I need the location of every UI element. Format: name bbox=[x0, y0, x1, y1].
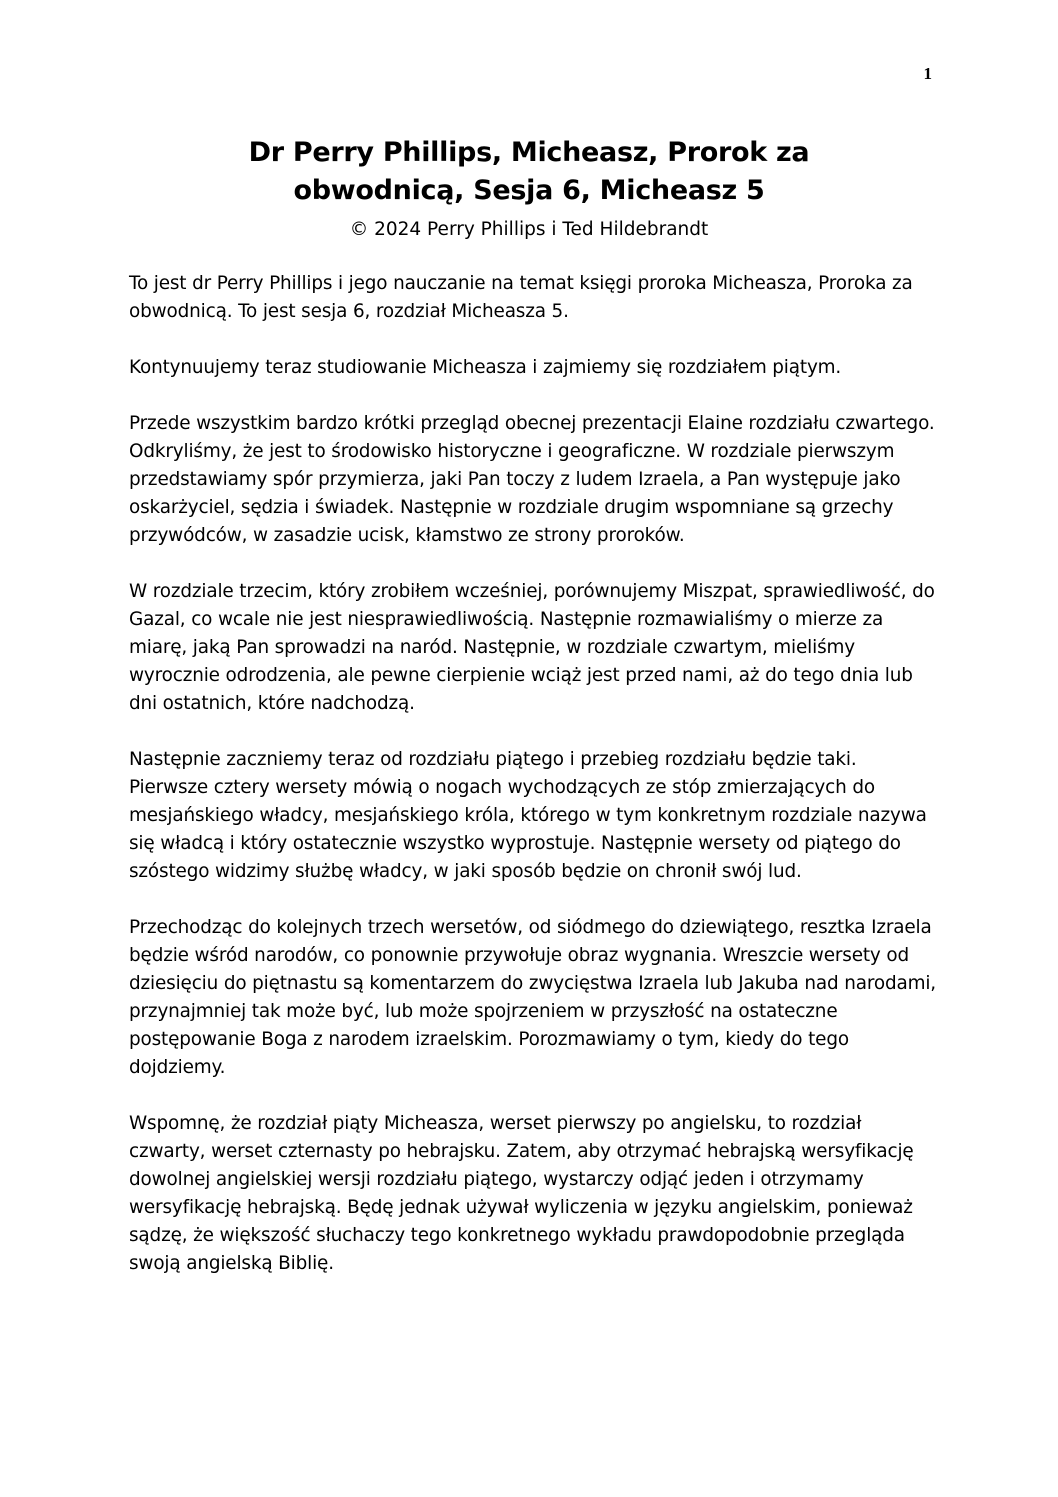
copyright-line: © 2024 Perry Phillips i Ted Hildebrandt bbox=[349, 219, 709, 240]
paragraph-continue: Kontynuujemy teraz studiowanie Micheasza i zajmiemy się rozdziałem piątym. bbox=[129, 357, 842, 378]
page-number: 1 bbox=[923, 64, 932, 83]
paragraph-verses-seven-fifteen: Przechodząc do kolejnych trzech wersetów, od siódmego do dziewiątego, resztka Izraela będzie wśród narodów, co ponownie przywołuje obraz wygnania. Wreszcie wersety od dziesięciu do piętnastu są komentarzem do zwycięstwa Izraela lub Jakuba nad narodami, przynajmniej tak może być, lub może spojrzeniem w przyszłość na ostateczne postępowanie Boga z narodem izraelskim. Porozmawiamy o tym, kiedy do tego dojdziemy. bbox=[129, 917, 937, 1078]
document-title bbox=[100, 134, 958, 210]
paragraph-intro: To jest dr Perry Phillips i jego nauczanie na temat księgi proroka Micheasza, Proroka za obwodnicą. To jest sesja 6, rozdział Micheasza 5. bbox=[129, 273, 913, 322]
paragraph-versification: Wspomnę, że rozdział piąty Micheasza, werset pierwszy po angielsku, to rozdział czwarty, werset czternasty po hebrajsku. Zatem, aby otrzymać hebrajską wersyfikację dowolnej angielskiej wersji rozdziału piątego, wystarczy odjąć jeden i otrzymamy wersyfikację hebrajską. Będę jednak używał wyliczenia w języku angielskim, ponieważ sądzę, że większość słuchaczy tego konkretnego wykładu prawdopodobnie przegląda swoją angielską Biblię. bbox=[129, 1113, 914, 1274]
paragraph-chapter-three: W rozdziale trzecim, który zrobiłem wcześniej, porównujemy Miszpat, sprawiedliwość, do Gazal, co wcale nie jest niesprawiedliwością. Następnie rozmawialiśmy o mierze za miarę, jaką Pan sprowadzi na naród. Następnie, w rozdziale czwartym, mieliśmy wyrocznie odrodzenia, ale pewne cierpienie wciąż jest przed nami, aż do tego dnia lub dni ostatnich, które nadchodzą. bbox=[129, 581, 935, 714]
paragraph-chapter-five-outline: Następnie zaczniemy teraz od rozdziału piątego i przebieg rozdziału będzie taki. Pierwsze cztery wersety mówią o nogach wychodzących ze stóp zmierzających do mesjańskiego władcy, mesjańskiego króla, którego w tym konkretnym rozdziale nazywa się władcą i który ostatecznie wszystko wyprostuje. Następnie wersety od piątego do szóstego widzimy służbę władcy, w jaki sposób będzie on chronił swój lud. bbox=[129, 749, 927, 882]
title-line-1: Dr Perry Phillips, Micheasz, Prorok za bbox=[248, 137, 810, 168]
document-body bbox=[129, 270, 941, 1306]
title-line-2: obwodnicą, Sesja 6, Micheasz 5 bbox=[293, 175, 765, 206]
paragraph-overview: Przede wszystkim bardzo krótki przegląd obecnej prezentacji Elaine rozdziału czwartego. Odkryliśmy, że jest to środowisko historyczne i geograficzne. W rozdziale pierwszym przedstawiamy spór przymierza, jaki Pan toczy z ludem Izraela, a Pan występuje jako oskarżyciel, sędzia i świadek. Następnie w rozdziale drugim wspomniane są grzechy przywódców, w zasadzie ucisk, kłamstwo ze strony proroków. bbox=[129, 413, 935, 546]
